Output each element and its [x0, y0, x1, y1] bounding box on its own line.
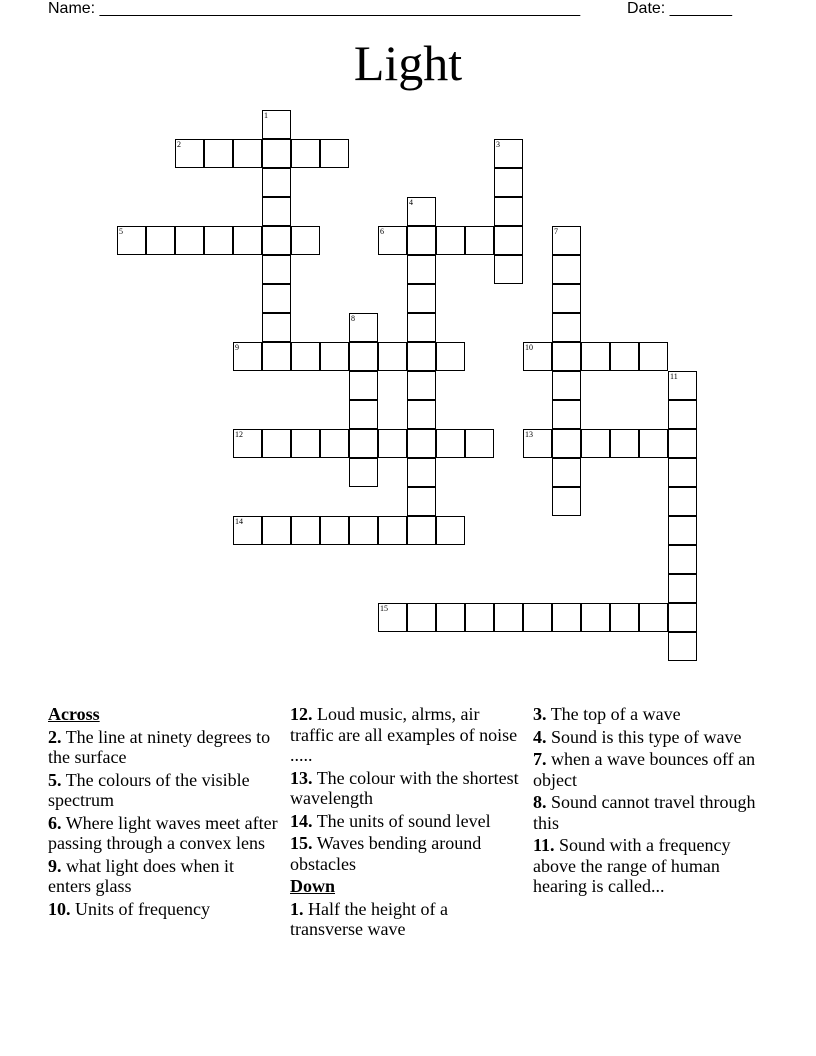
clue-text: what light does when it enters glass: [48, 855, 234, 896]
grid-cell[interactable]: [175, 139, 204, 168]
grid-cell[interactable]: [407, 487, 436, 516]
grid-cell[interactable]: [581, 603, 610, 632]
grid-cell[interactable]: [349, 371, 378, 400]
grid-cell[interactable]: [668, 632, 697, 661]
clue-number: 2.: [48, 726, 62, 747]
cell-number: 1: [264, 111, 268, 120]
grid-cell[interactable]: [494, 255, 523, 284]
grid-cell[interactable]: [291, 516, 320, 545]
clue-across-5: [48, 770, 280, 811]
date-label: Date: _______: [627, 0, 732, 17]
grid-cell[interactable]: [262, 255, 291, 284]
grid-cell[interactable]: [204, 139, 233, 168]
clue-text: Waves bending around obstacles: [290, 833, 482, 874]
grid-cell[interactable]: [349, 400, 378, 429]
grid-cell[interactable]: [378, 603, 407, 632]
clue-text: Sound is this type of wave: [551, 726, 742, 747]
clue-down-1: [290, 899, 522, 940]
clues-column-3: [533, 704, 765, 899]
grid-cell[interactable]: [668, 400, 697, 429]
grid-cell[interactable]: [639, 342, 668, 371]
grid-cell[interactable]: [668, 603, 697, 632]
grid-cell[interactable]: [436, 603, 465, 632]
grid-cell[interactable]: [262, 429, 291, 458]
grid-cell[interactable]: [407, 313, 436, 342]
grid-cell[interactable]: [407, 603, 436, 632]
grid-cell[interactable]: [378, 226, 407, 255]
grid-cell[interactable]: [262, 342, 291, 371]
grid-cell[interactable]: [465, 603, 494, 632]
clue-text: The units of sound level: [316, 810, 491, 831]
grid-cell[interactable]: [407, 255, 436, 284]
clues-column-1: [48, 704, 280, 921]
grid-cell[interactable]: [320, 342, 349, 371]
clue-down-11: [533, 835, 765, 897]
grid-cell[interactable]: [320, 139, 349, 168]
grid-cell[interactable]: [407, 429, 436, 458]
cell-number: 6: [380, 227, 384, 236]
grid-cell[interactable]: [494, 603, 523, 632]
grid-cell[interactable]: [349, 429, 378, 458]
grid-cell[interactable]: [610, 429, 639, 458]
clue-text: The top of a wave: [550, 704, 681, 724]
grid-cell[interactable]: [668, 516, 697, 545]
grid-cell[interactable]: [349, 342, 378, 371]
grid-cell[interactable]: [407, 371, 436, 400]
grid-cell[interactable]: [233, 139, 262, 168]
grid-cell[interactable]: [552, 284, 581, 313]
grid-cell[interactable]: [378, 429, 407, 458]
grid-cell[interactable]: [552, 429, 581, 458]
clue-across-13: [290, 768, 522, 809]
grid-cell[interactable]: [349, 516, 378, 545]
grid-cell[interactable]: [262, 284, 291, 313]
grid-cell[interactable]: [407, 197, 436, 226]
grid-cell[interactable]: [407, 284, 436, 313]
clue-down-3: [533, 704, 765, 725]
clue-number: 12.: [290, 704, 313, 724]
grid-cell[interactable]: [262, 197, 291, 226]
cell-number: 2: [177, 140, 181, 149]
clue-number: 9.: [48, 855, 62, 876]
clue-text: The line at ninety degrees to the surface: [48, 726, 271, 767]
grid-cell[interactable]: [262, 139, 291, 168]
grid-cell[interactable]: [552, 226, 581, 255]
clue-text: Loud music, alrms, air traffic are all examples of noise .....: [290, 704, 518, 765]
grid-cell[interactable]: [378, 342, 407, 371]
grid-cell[interactable]: [233, 516, 262, 545]
grid-cell[interactable]: [639, 603, 668, 632]
grid-cell[interactable]: [668, 371, 697, 400]
clue-across-9: [48, 856, 280, 897]
name-label: Name: ______________________________________________________: [48, 0, 581, 17]
cell-number: 15: [380, 604, 388, 613]
clue-number: 15.: [290, 833, 313, 853]
grid-cell[interactable]: [349, 458, 378, 487]
grid-cell[interactable]: [581, 429, 610, 458]
clue-number: 8.: [533, 792, 547, 812]
grid-cell[interactable]: [465, 226, 494, 255]
grid-cell[interactable]: [117, 226, 146, 255]
cell-number: 10: [525, 343, 533, 352]
cell-number: 9: [235, 343, 239, 352]
cell-number: 12: [235, 430, 243, 439]
clue-down-4: [533, 727, 765, 748]
clue-across-14: [290, 811, 522, 832]
clue-across-10: [48, 899, 280, 920]
grid-cell[interactable]: [262, 313, 291, 342]
grid-cell[interactable]: [407, 516, 436, 545]
grid-cell[interactable]: [494, 139, 523, 168]
grid-cell[interactable]: [494, 197, 523, 226]
grid-cell[interactable]: [291, 342, 320, 371]
clue-text: Sound with a frequency above the range of human hearing is called...: [533, 835, 731, 896]
grid-cell[interactable]: [233, 226, 262, 255]
grid-cell[interactable]: [436, 429, 465, 458]
clue-text: Units of frequency: [75, 898, 210, 919]
clues-column-2: [290, 704, 522, 942]
clue-number: 3.: [533, 704, 547, 724]
grid-cell[interactable]: [233, 342, 262, 371]
grid-cell[interactable]: [494, 226, 523, 255]
grid-cell[interactable]: [465, 429, 494, 458]
grid-cell[interactable]: [523, 342, 552, 371]
grid-cell[interactable]: [436, 226, 465, 255]
cell-number: 11: [670, 372, 678, 381]
clue-number: 7.: [533, 749, 547, 769]
cell-number: 7: [554, 227, 558, 236]
grid-cell[interactable]: [523, 603, 552, 632]
grid-cell[interactable]: [407, 342, 436, 371]
grid-cell[interactable]: [610, 603, 639, 632]
grid-cell[interactable]: [349, 313, 378, 342]
clue-number: 14.: [290, 810, 313, 831]
clue-down-7: [533, 749, 765, 790]
clue-number: 5.: [48, 769, 62, 790]
clue-text: when a wave bounces off an object: [533, 749, 756, 790]
page-title: Light: [353, 35, 463, 91]
grid-cell[interactable]: [523, 429, 552, 458]
clue-text: The colour with the shortest wavelength: [290, 767, 519, 808]
grid-cell[interactable]: [552, 371, 581, 400]
grid-cell[interactable]: [552, 487, 581, 516]
clue-number: 4.: [533, 726, 547, 747]
cell-number: 8: [351, 314, 355, 323]
grid-cell[interactable]: [610, 342, 639, 371]
grid-cell[interactable]: [262, 226, 291, 255]
grid-cell[interactable]: [407, 458, 436, 487]
grid-cell[interactable]: [204, 226, 233, 255]
clue-across-2: [48, 727, 280, 768]
clue-across-12: [290, 704, 522, 766]
grid-cell[interactable]: [436, 516, 465, 545]
cell-number: 4: [409, 198, 413, 207]
grid-cell[interactable]: [262, 110, 291, 139]
grid-cell[interactable]: [378, 516, 407, 545]
grid-cell[interactable]: [552, 458, 581, 487]
cell-number: 5: [119, 227, 123, 236]
grid-cell[interactable]: [291, 139, 320, 168]
across-heading: Across: [48, 704, 100, 724]
clue-across-15: [290, 833, 522, 874]
grid-cell[interactable]: [291, 429, 320, 458]
grid-cell[interactable]: [320, 516, 349, 545]
grid-cell[interactable]: [668, 545, 697, 574]
grid-cell[interactable]: [146, 226, 175, 255]
grid-cell[interactable]: [233, 429, 262, 458]
grid-cell[interactable]: [552, 342, 581, 371]
grid-cell[interactable]: [262, 168, 291, 197]
clue-number: 6.: [48, 812, 62, 833]
grid-cell[interactable]: [407, 226, 436, 255]
grid-cell[interactable]: [175, 226, 204, 255]
grid-cell[interactable]: [581, 342, 610, 371]
clue-text: The colours of the visible spectrum: [48, 769, 250, 810]
grid-cell[interactable]: [552, 603, 581, 632]
grid-cell[interactable]: [494, 168, 523, 197]
clue-down-8: [533, 792, 765, 833]
down-heading: Down: [290, 876, 336, 896]
clue-across-6: [48, 813, 280, 854]
clue-text: Sound cannot travel through this: [533, 792, 756, 833]
grid-cell[interactable]: [407, 400, 436, 429]
grid-cell[interactable]: [668, 429, 697, 458]
clue-number: 10.: [48, 898, 71, 919]
grid-cell[interactable]: [668, 574, 697, 603]
grid-cell[interactable]: [291, 226, 320, 255]
cell-number: 14: [235, 517, 243, 526]
grid-cell[interactable]: [320, 429, 349, 458]
clue-number: 13.: [290, 767, 313, 788]
cell-number: 3: [496, 140, 500, 149]
grid-cell[interactable]: [668, 487, 697, 516]
clue-text: Where light waves meet after passing through a convex lens: [48, 812, 278, 853]
grid-cell[interactable]: [552, 313, 581, 342]
clue-number: 11.: [533, 835, 555, 855]
cell-number: 13: [525, 430, 533, 439]
grid-cell[interactable]: [552, 255, 581, 284]
grid-cell[interactable]: [552, 400, 581, 429]
grid-cell[interactable]: [639, 429, 668, 458]
grid-cell[interactable]: [668, 458, 697, 487]
clue-text: Half the height of a transverse wave: [290, 898, 448, 939]
clue-number: 1.: [290, 898, 304, 919]
grid-cell[interactable]: [262, 516, 291, 545]
grid-cell[interactable]: [436, 342, 465, 371]
